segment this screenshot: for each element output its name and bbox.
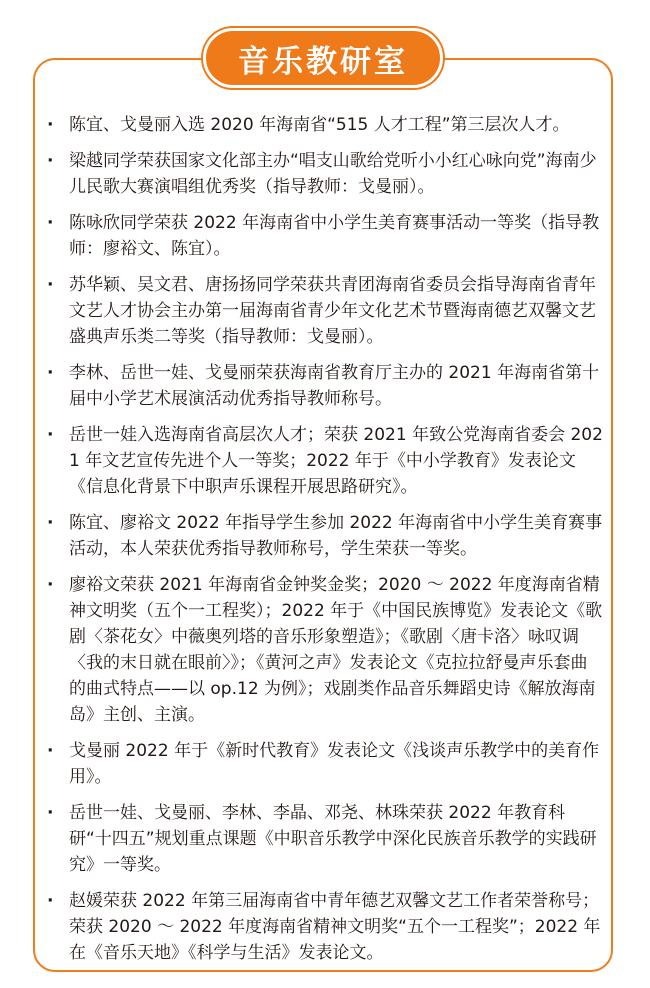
achievement-list (47, 112, 603, 976)
item-text: 廖裕文荣获 2021 年海南省金钟奖金奖；2020 ～ 2022 年度海南省精神文明奖（五个一工程奖）；2022 年于《中国民族博览》发表论文《歌剧〈茶花女〉中薇奥列塔的音乐形象塑造》；《歌剧〈唐卡洛〉咏叹调〈我的末日就在眼前〉》；《黄河之声》发表论文《克拉拉舒曼声乐套曲的曲式特点——以 op.12 为例》；戏剧类作品音乐舞蹈史诗《解放海南岛》主创、主演。 (69, 575, 603, 725)
item-text: 赵媛荣获 2022 年第三届海南省中青年德艺双馨文艺工作者荣誉称号；荣获 2020 ～ 2022 年度海南省精神文明奖“五个一工程奖”；2022 年在《音乐天地》《科学与生活》发表论文。 (69, 891, 601, 963)
list-item (47, 800, 603, 878)
list-item (47, 272, 603, 350)
bullet-icon: · (47, 275, 54, 295)
bullet-icon: · (47, 513, 54, 533)
page-title: 音乐教研室 (238, 43, 408, 80)
item-text: 戈曼丽 2022 年于《新时代教育》发表论文《浅谈声乐教学中的美育作用》。 (69, 741, 600, 787)
item-text: 陈宜、廖裕文 2022 年指导学生参加 2022 年海南省中小学生美育赛事活动，本人荣获优秀指导教师称号，学生荣获一等奖。 (69, 513, 603, 559)
list-item (47, 422, 603, 500)
list-item (47, 510, 603, 562)
list-item (47, 572, 603, 728)
item-text: 陈宜、戈曼丽入选 2020 年海南省“515 人才工程”第三层次人才。 (69, 115, 570, 135)
bullet-icon: · (47, 363, 54, 383)
item-text: 岳世一娃、戈曼丽、李林、李晶、邓尧、林珠荣获 2022 年教育科研“十四五”规划重点课题《中职音乐教学中深化民族音乐教学的实践研究》一等奖。 (69, 803, 597, 875)
bullet-icon: · (47, 213, 54, 233)
bullet-icon: · (47, 151, 54, 171)
list-item (47, 360, 603, 412)
item-text: 苏华颖、吴文君、唐扬扬同学荣获共青团海南省委员会指导海南省青年文艺人才协会主办第一届海南省青少年文化艺术节暨海南德艺双馨文艺盛典声乐类二等奖（指导教师：戈曼丽）。 (69, 275, 596, 347)
list-item (47, 888, 603, 966)
bullet-icon: · (47, 891, 54, 911)
title-badge (203, 28, 443, 88)
list-item (47, 210, 603, 262)
bullet-icon: · (47, 115, 54, 135)
item-text: 陈咏欣同学荣获 2022 年海南省中小学生美育赛事活动一等奖（指导教师：廖裕文、陈宜）。 (69, 213, 600, 259)
list-item (47, 112, 603, 138)
list-item (47, 738, 603, 790)
item-text: 李林、岳世一娃、戈曼丽荣获海南省教育厅主办的 2021 年海南省第十届中小学艺术展演活动优秀指导教师称号。 (69, 363, 600, 409)
list-item (47, 148, 603, 200)
bullet-icon: · (47, 741, 54, 761)
bullet-icon: · (47, 425, 54, 445)
item-text: 梁越同学荣获国家文化部主办“唱支山歌给党听小小红心咏向党”海南少儿民歌大赛演唱组优秀奖（指导教师：戈曼丽）。 (69, 151, 597, 197)
item-text: 岳世一娃入选海南省高层次人才；荣获 2021 年致公党海南省委会 2021 年文艺宣传先进个人一等奖；2022 年于《中小学教育》发表论文《信息化背景下中职声乐课程开展思路研究》。 (69, 425, 603, 497)
bullet-icon: · (47, 803, 54, 823)
bullet-icon: · (47, 575, 54, 595)
